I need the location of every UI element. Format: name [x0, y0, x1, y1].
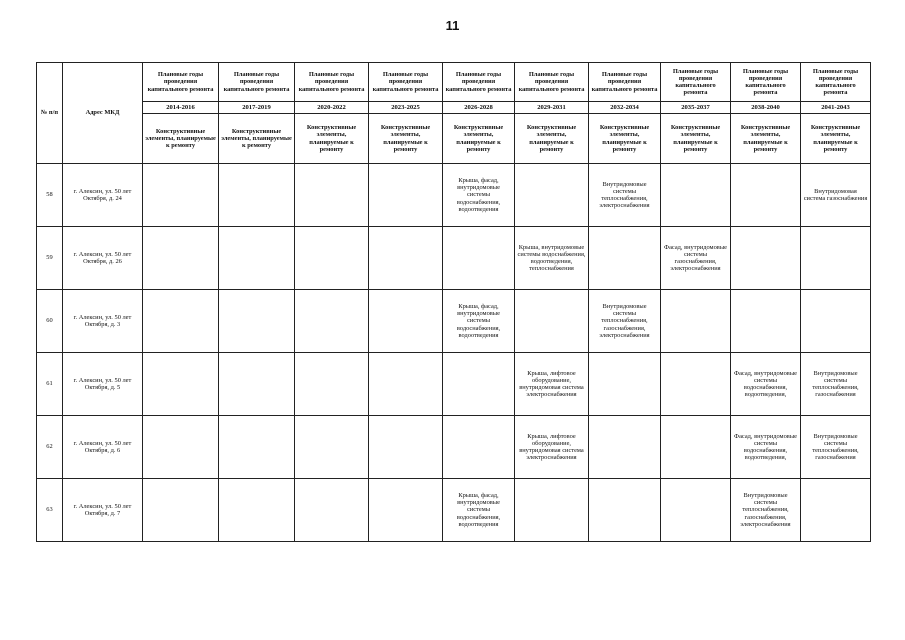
repair-cell: Внутридомовые системы теплоснабжения, газоснабжения: [801, 416, 871, 479]
repair-cell: [801, 290, 871, 353]
repair-cell: [731, 227, 801, 290]
planned-years-header: Плановые годы проведения капитального ремонта: [801, 63, 871, 102]
repair-cell: [295, 227, 369, 290]
repair-cell: [589, 479, 661, 542]
row-address: г. Алексин, ул. 50 лет Октября, д. 24: [63, 164, 143, 227]
elements-header: Конструктивные элементы, планируемые к ремонту: [295, 114, 369, 164]
repair-cell: [515, 479, 589, 542]
repair-cell: [295, 290, 369, 353]
repair-cell: [443, 416, 515, 479]
repair-cell: [143, 479, 219, 542]
repair-cell: [369, 416, 443, 479]
row-address: г. Алексин, ул. 50 лет Октября, д. 26: [63, 227, 143, 290]
elements-header: Конструктивные элементы, планируемые к ремонту: [731, 114, 801, 164]
repair-cell: [731, 164, 801, 227]
repair-cell: [295, 416, 369, 479]
repair-cell: Фасад, внутридомовые системы водоснабжения, водоотведения,: [731, 353, 801, 416]
repair-cell: Фасад, внутридомовые системы водоснабжения, водоотведения,: [731, 416, 801, 479]
repair-cell: [369, 353, 443, 416]
planned-years-header: Плановые годы проведения капитального ремонта: [369, 63, 443, 102]
planned-years-header: Плановые годы проведения капитального ремонта: [219, 63, 295, 102]
elements-header: Конструктивные элементы, планируемые к ремонту: [369, 114, 443, 164]
row-address: г. Алексин, ул. 50 лет Октября, д. 5: [63, 353, 143, 416]
repair-cell: [443, 227, 515, 290]
repair-cell: [801, 227, 871, 290]
repair-cell: [295, 353, 369, 416]
repair-cell: [589, 353, 661, 416]
repair-cell: Внутридомовые системы теплоснабжения, газоснабжения, электроснабжения: [731, 479, 801, 542]
repair-cell: [219, 479, 295, 542]
period-header: 2014-2016: [143, 102, 219, 114]
repair-cell: [515, 164, 589, 227]
planned-years-header: Плановые годы проведения капитального ремонта: [589, 63, 661, 102]
repair-cell: [731, 290, 801, 353]
elements-header: Конструктивные элементы, планируемые к ремонту: [219, 114, 295, 164]
repair-cell: [661, 290, 731, 353]
repair-cell: [219, 227, 295, 290]
repair-cell: [143, 290, 219, 353]
elements-header: Конструктивные элементы, планируемые к ремонту: [589, 114, 661, 164]
repair-cell: [143, 416, 219, 479]
repair-cell: [661, 479, 731, 542]
elements-header: Конструктивные элементы, планируемые к ремонту: [443, 114, 515, 164]
repair-cell: Фасад, внутридомовые системы газоснабжения, электроснабжения: [661, 227, 731, 290]
repair-cell: [369, 290, 443, 353]
planned-years-header: Плановые годы проведения капитального ремонта: [661, 63, 731, 102]
repair-cell: Крыша, лифтовое оборудование, внутридомовая система электроснабжения: [515, 353, 589, 416]
repair-cell: Крыша, фасад, внутридомовые системы водоснабжения, водоотведения: [443, 290, 515, 353]
table-row: [37, 416, 871, 479]
planned-years-header: Плановые годы проведения капитального ремонта: [143, 63, 219, 102]
repair-cell: [661, 416, 731, 479]
row-number: 59: [37, 227, 63, 290]
page-number: 11: [445, 18, 460, 33]
header-row-titles: [37, 63, 871, 102]
repair-cell: Крыша, фасад, внутридомовые системы водоснабжения, водоотведения: [443, 164, 515, 227]
repair-cell: [219, 290, 295, 353]
elements-header: Конструктивные элементы, планируемые к ремонту: [143, 114, 219, 164]
elements-header: Конструктивные элементы, планируемые к ремонту: [515, 114, 589, 164]
period-header: 2020-2022: [295, 102, 369, 114]
repair-cell: [369, 164, 443, 227]
row-address: г. Алексин, ул. 50 лет Октября, д. 7: [63, 479, 143, 542]
row-address: г. Алексин, ул. 50 лет Октября, д. 6: [63, 416, 143, 479]
period-header: 2038-2040: [731, 102, 801, 114]
repair-cell: Крыша, фасад, внутридомовые системы водоснабжения, водоотведения: [443, 479, 515, 542]
repair-cell: [515, 290, 589, 353]
repair-cell: Внутридомовая система газоснабжения: [801, 164, 871, 227]
period-header: 2023-2025: [369, 102, 443, 114]
table-row: [37, 353, 871, 416]
row-number: 60: [37, 290, 63, 353]
repair-cell: [143, 164, 219, 227]
row-number: 62: [37, 416, 63, 479]
table-row: [37, 479, 871, 542]
planned-years-header: Плановые годы проведения капитального ремонта: [731, 63, 801, 102]
repair-cell: [661, 164, 731, 227]
planned-years-header: Плановые годы проведения капитального ремонта: [295, 63, 369, 102]
repair-cell: [369, 227, 443, 290]
repair-cell: Крыша, лифтовое оборудование, внутридомовая система электроснабжения: [515, 416, 589, 479]
repair-cell: Внутридомовые системы теплоснабжения, электроснабжения: [589, 164, 661, 227]
repair-cell: [443, 353, 515, 416]
repair-cell: [143, 353, 219, 416]
period-header: 2017-2019: [219, 102, 295, 114]
repair-cell: Крыша, внутридомовые системы водоснабжения, водоотведения, теплоснабжения: [515, 227, 589, 290]
repair-cell: Внутридомовые системы теплоснабжения, газоснабжения: [801, 353, 871, 416]
repair-cell: [219, 353, 295, 416]
period-header: 2035-2037: [661, 102, 731, 114]
capital-repair-plan-table: [36, 62, 871, 542]
table-row: [37, 164, 871, 227]
planned-years-header: Плановые годы проведения капитального ремонта: [443, 63, 515, 102]
repair-cell: [219, 416, 295, 479]
row-number: 63: [37, 479, 63, 542]
repair-cell: [589, 227, 661, 290]
period-header: 2032-2034: [589, 102, 661, 114]
elements-header: Конструктивные элементы, планируемые к ремонту: [661, 114, 731, 164]
repair-cell: [143, 227, 219, 290]
row-number: 58: [37, 164, 63, 227]
repair-cell: [219, 164, 295, 227]
repair-cell: [369, 479, 443, 542]
planned-years-header: Плановые годы проведения капитального ремонта: [515, 63, 589, 102]
repair-cell: Внутридомовые системы теплоснабжения, газоснабжения, электроснабжения: [589, 290, 661, 353]
header-row-periods: [37, 102, 871, 114]
repair-cell: [589, 416, 661, 479]
row-number: 61: [37, 353, 63, 416]
period-header: 2041-2043: [801, 102, 871, 114]
period-header: 2029-2031: [515, 102, 589, 114]
period-header: 2026-2028: [443, 102, 515, 114]
table-row: [37, 227, 871, 290]
repair-cell: [295, 164, 369, 227]
number-column-header: № п/п: [37, 63, 63, 164]
repair-cell: [661, 353, 731, 416]
address-column-header: Адрес МКД: [63, 63, 143, 164]
table-row: [37, 290, 871, 353]
elements-header: Конструктивные элементы, планируемые к ремонту: [801, 114, 871, 164]
repair-cell: [801, 479, 871, 542]
repair-cell: [295, 479, 369, 542]
header-row-elements: [37, 114, 871, 164]
row-address: г. Алексин, ул. 50 лет Октября, д. 3: [63, 290, 143, 353]
